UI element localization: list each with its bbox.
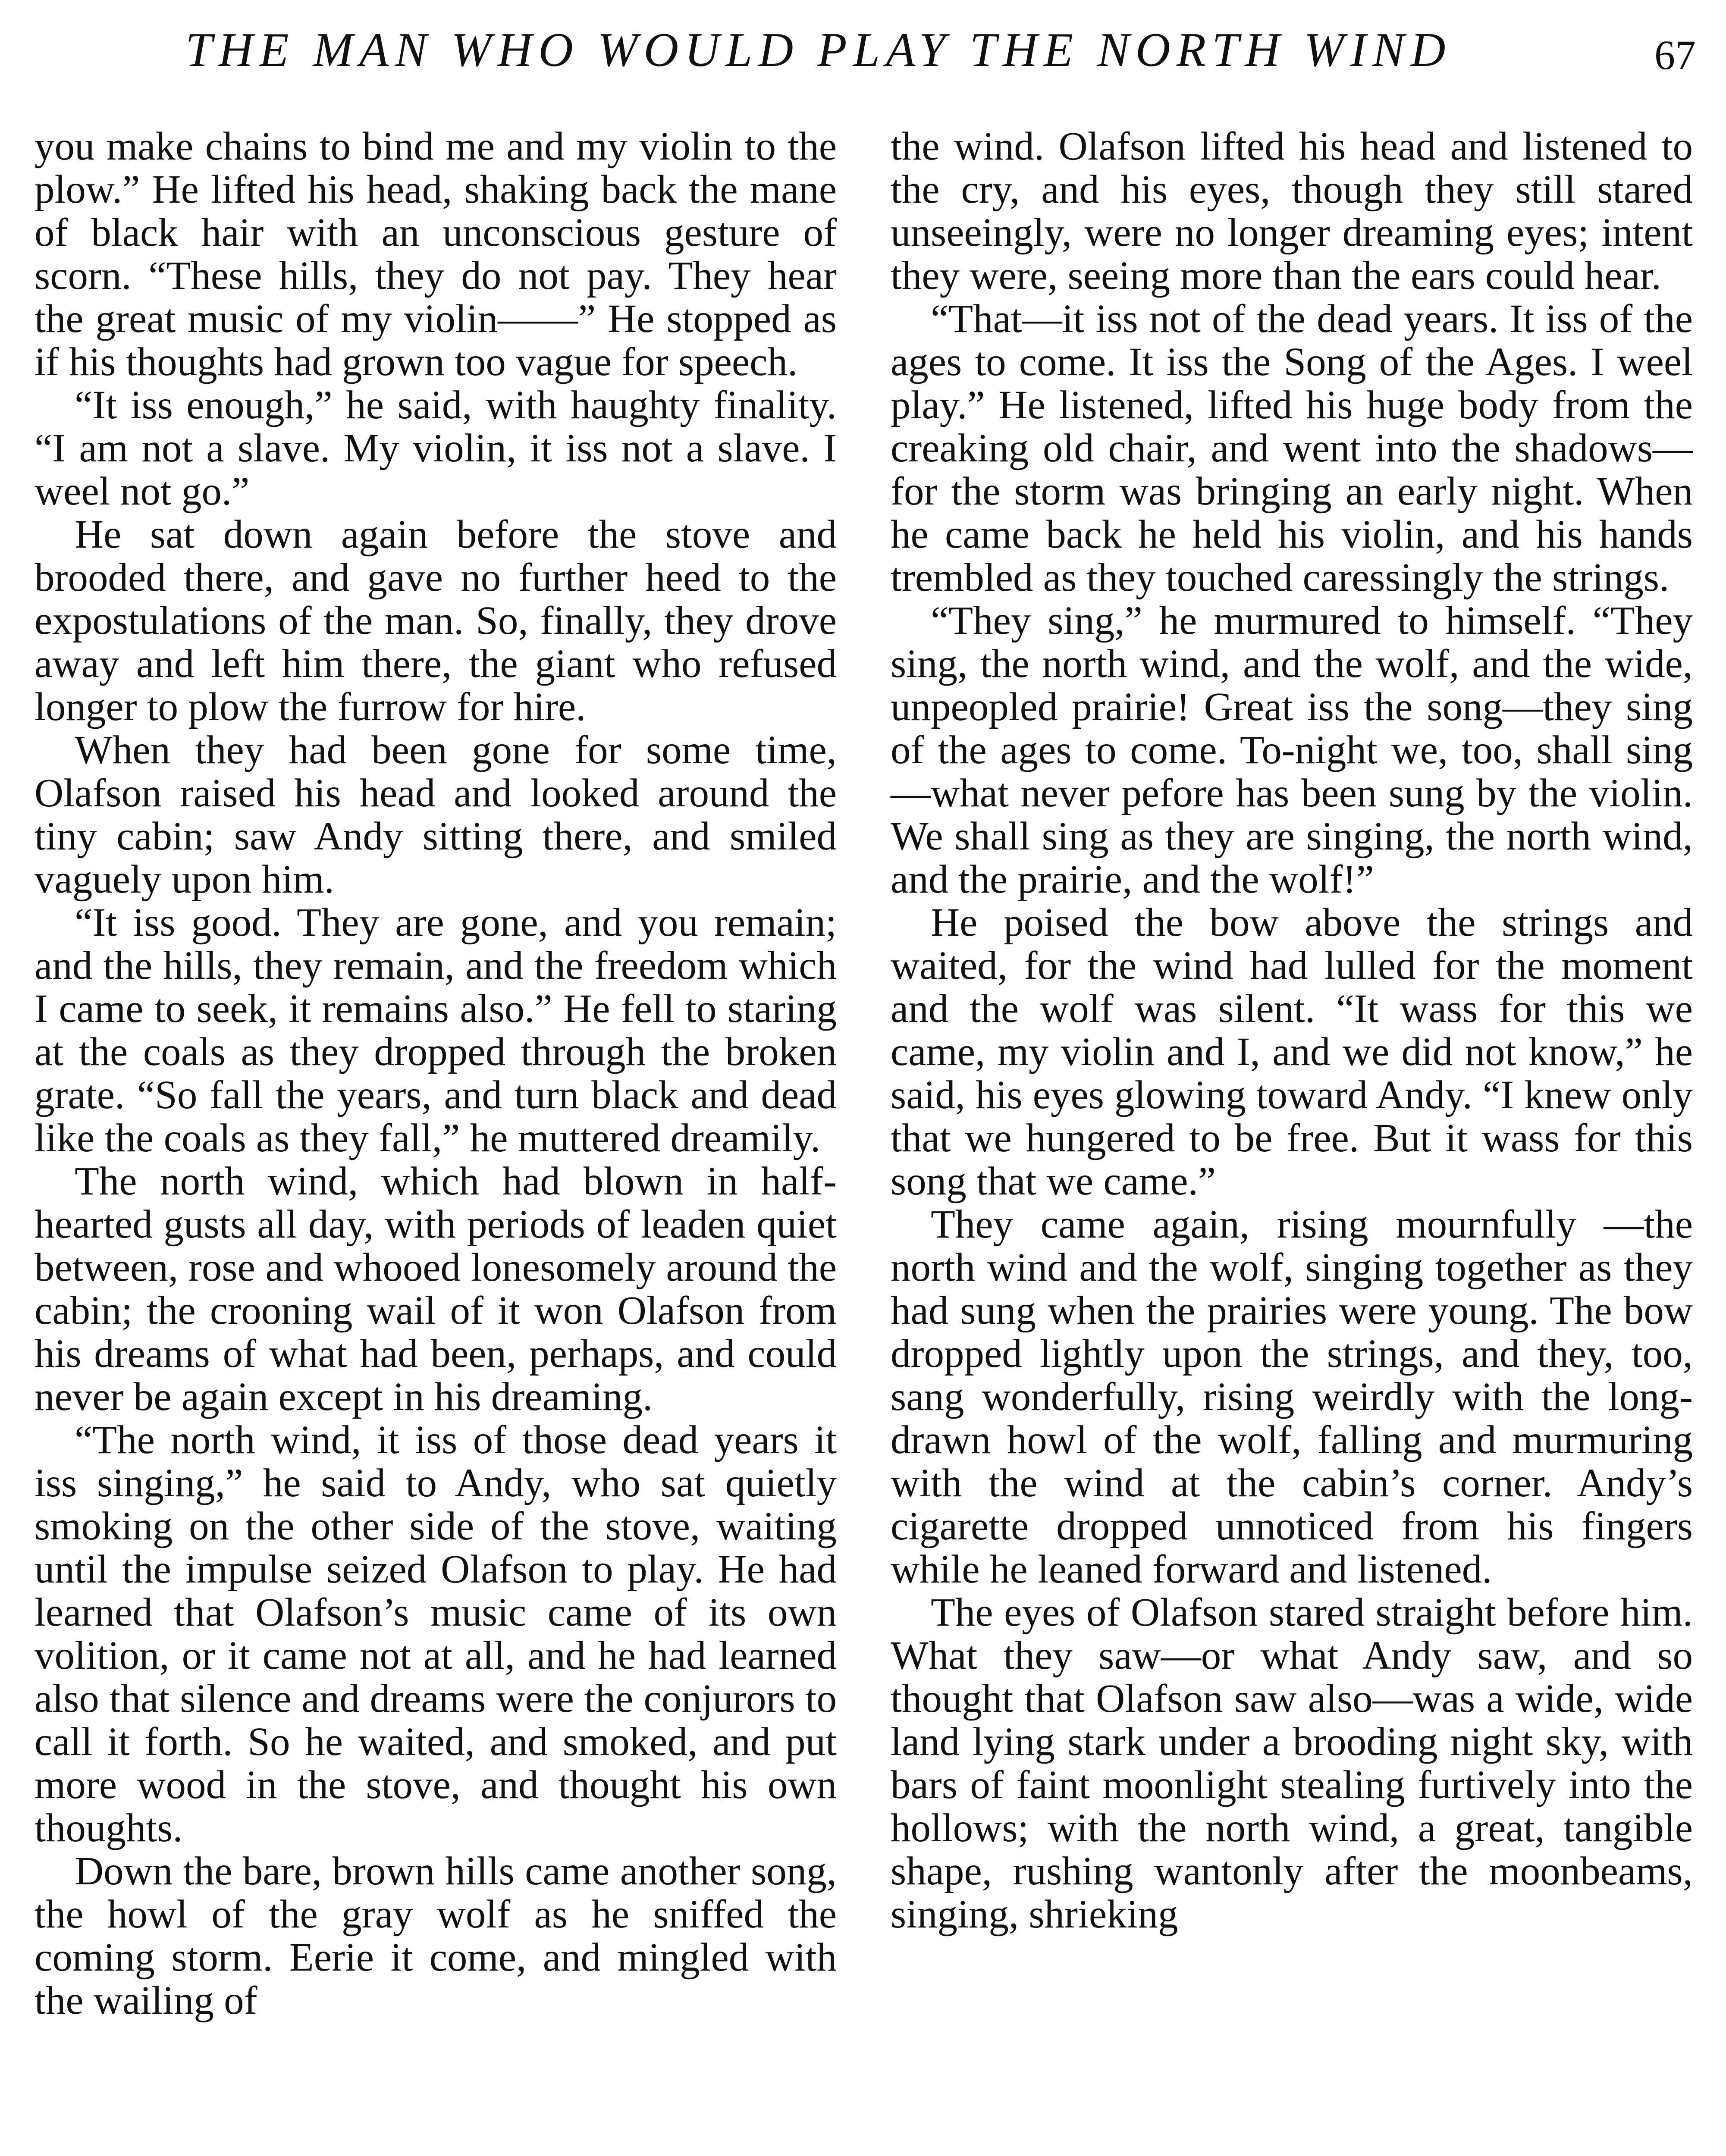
page-header [0,17,1726,103]
paragraph: When they had been gone for some time, Olafson raised his head and looked around the tiny cabin; saw Andy sitting there, and smiled vaguely upon him. [35,728,837,902]
paragraph: They came again, rising mournfully —the north wind and the wolf, singing together as they had sung when the prairies were young. The bow dropped lightly upon the strings, and they, too, sang wonderfully, rising weirdly with the long-drawn howl of the wolf, falling and murmuring with the wind at the cabin’s corner. Andy’s cigarette dropped unnoticed from his fingers while he leaned forward and listened. [891,1202,1693,1592]
paragraph: “That—it iss not of the dead years. It iss of the ages to come. It iss the Song of the Ages. I weel play.” He listened, lifted his huge body from the creaking old chair, and went into the shadows—for the storm was bringing an early night. When he came back he held his violin, and his hands trembled as they touched caressingly the strings. [891,297,1693,600]
paragraph: Down the bare, brown hills came another song, the howl of the gray wolf as he sniffed the coming storm. Eerie it come, and mingled with the wailing of [35,1849,837,2023]
paragraph: “They sing,” he murmured to himself. “They sing, the north wind, and the wolf, and the wide, unpeopled prairie! Great iss the song—they sing of the ages to come. To-night we, too, shall sing—what never pefore has been sung by the violin. We shall sing as they are singing, the north wind, and the prairie, and the wolf!” [891,599,1693,902]
running-title: THE MAN WHO WOULD PLAY THE NORTH WIND [185,23,1452,77]
paragraph: The eyes of Olafson stared straight before him. What they saw—or what Andy saw, and so thought that Olafson saw also—was a wide, wide land lying stark under a brooding night sky, with bars of faint moonlight stealing furtively into the hollows; with the north wind, a great, tangible shape, rushing wantonly after the moonbeams, singing, shrieking [891,1590,1693,1937]
paragraph: The north wind, which had blown in half-hearted gusts all day, with periods of leaden quiet between, rose and whooed lonesomely around the cabin; the crooning wail of it won Olafson from his dreams of what had been, perhaps, and could never be again except in his dreaming. [35,1159,837,1419]
page-number: 67 [1654,32,1696,78]
paragraph: “It iss enough,” he said, with haughty finality. “I am not a slave. My violin, it iss not a slave. I weel not go.” [35,383,837,514]
paragraph: the wind. Olafson lifted his head and listened to the cry, and his eyes, though they still stared unseeingly, were no longer dreaming eyes; intent they were, seeing more than the ears could hear. [891,124,1693,298]
paragraph: you make chains to bind me and my violin to the plow.” He lifted his head, shaking back the mane of black hair with an unconscious gesture of scorn. “These hills, they do not pay. They hear the great music of my violin——” He stopped as if his thoughts had grown too vague for speech. [35,124,837,384]
paragraph: “The north wind, it iss of those dead years it iss singing,” he said to Andy, who sat quietly smoking on the other side of the stove, waiting until the impulse seized Olafson to play. He had learned that Olafson’s music came of its own volition, or it came not at all, and he had learned also that silence and dreams were the conjurors to call it forth. So he waited, and smoked, and put more wood in the stove, and thought his own thoughts. [35,1418,837,1850]
paragraph: He poised the bow above the strings and waited, for the wind had lulled for the moment and the wolf was silent. “It wass for this we came, my violin and I, and we did not know,” he said, his eyes glowing toward Andy. “I knew only that we hungered to be free. But it wass for this song that we came.” [891,900,1693,1203]
right-text-column [891,125,1693,2156]
paragraph: He sat down again before the stove and brooded there, and gave no further heed to the expostulations of the man. So, finally, they drove away and left him there, the giant who refused longer to plow the furrow for hire. [35,512,837,729]
left-text-column [35,125,837,2156]
paragraph: “It iss good. They are gone, and you remain; and the hills, they remain, and the freedom which I came to seek, it remains also.” He fell to staring at the coals as they dropped through the broken grate. “So fall the years, and turn black and dead like the coals as they fall,” he muttered dreamily. [35,900,837,1160]
